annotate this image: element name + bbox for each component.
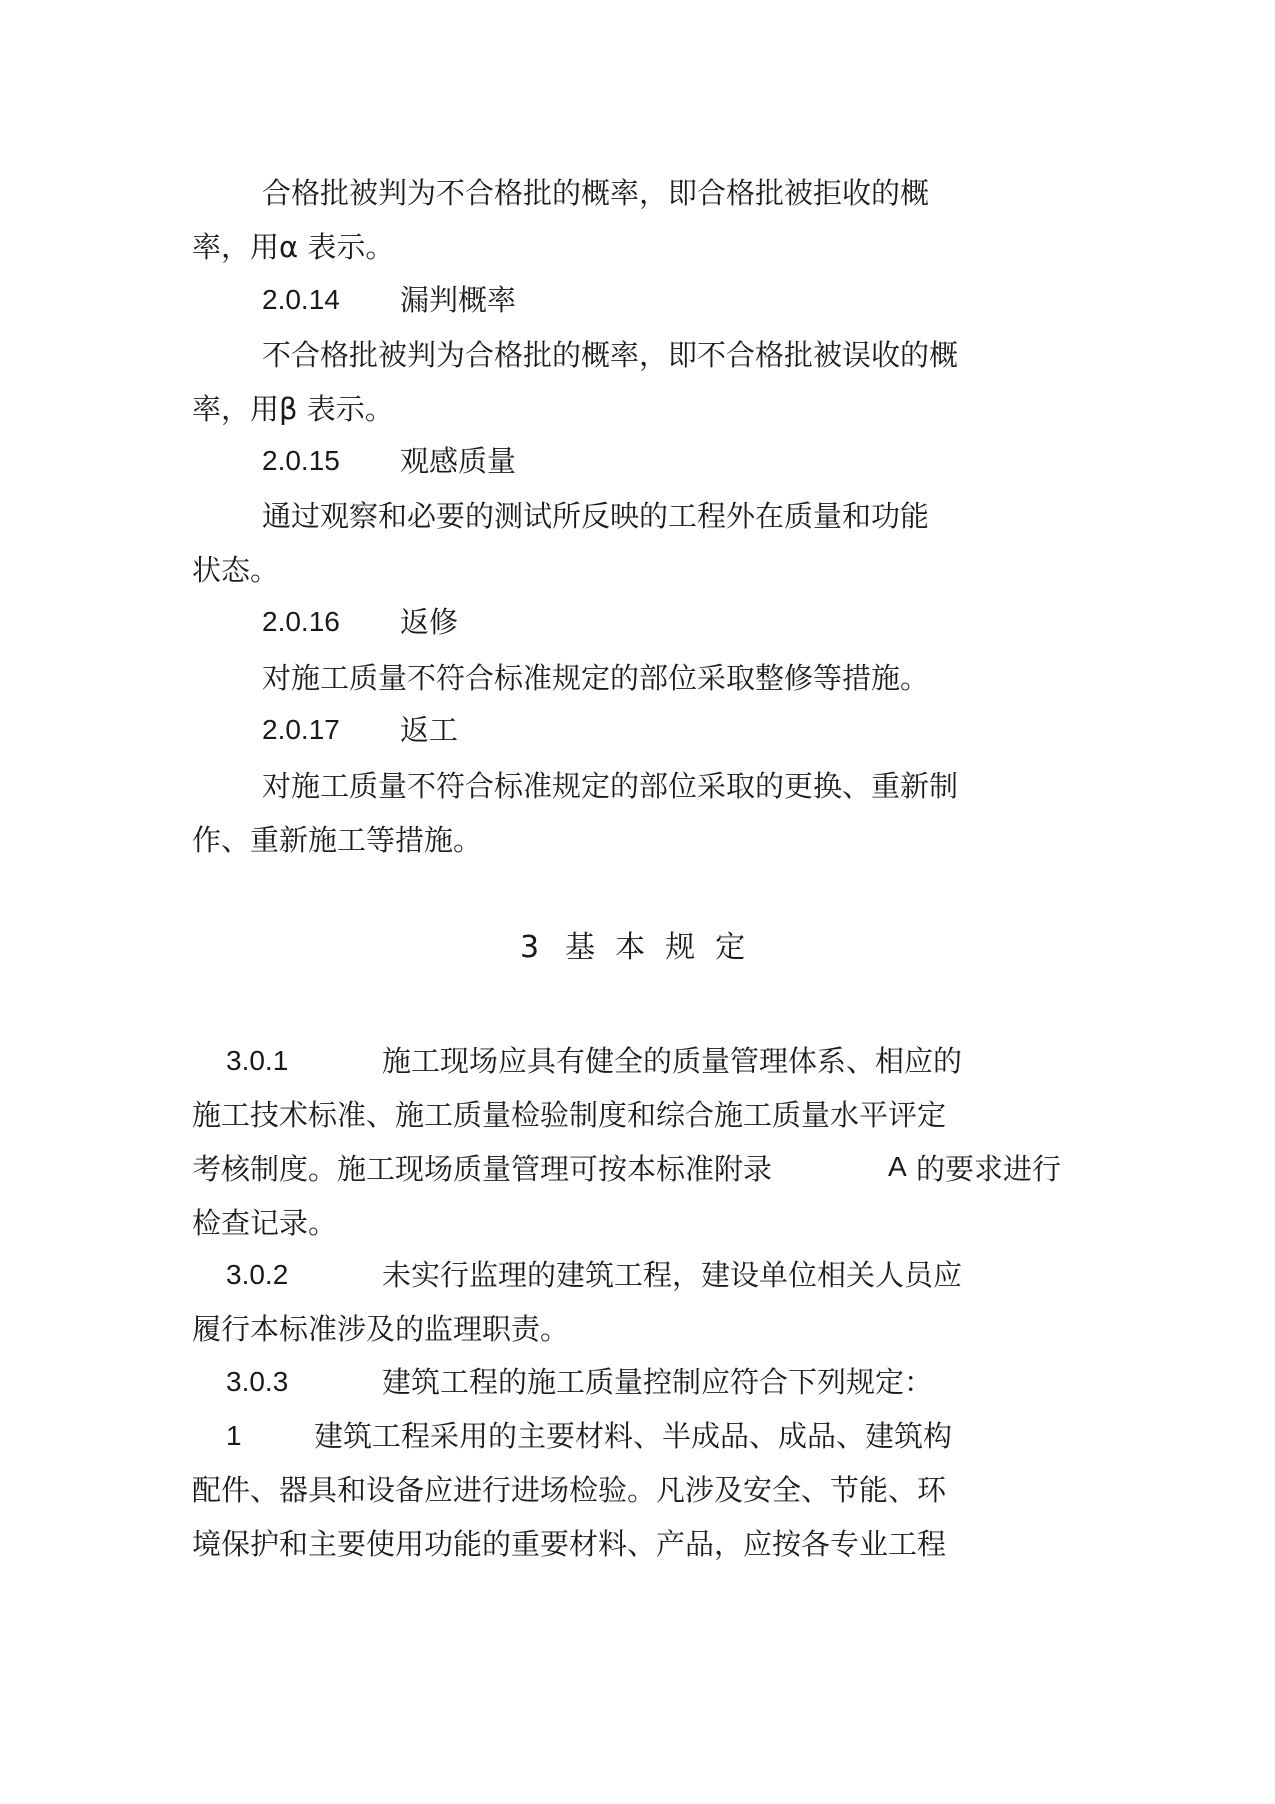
clause-3-0-1-line-4: 检查记录。 <box>192 1206 338 1240</box>
term-name-2-0-17: 返工 <box>400 713 459 747</box>
chapter-title-char-4: 定 <box>715 930 746 965</box>
item-1-line-3: 境保护和主要使用功能的重要材料、产品，应按各专业工程 <box>192 1527 947 1561</box>
clause-number-3-0-2: 3.0.2 <box>226 1259 289 1290</box>
definition-2-0-16-line-1: 对施工质量不符合标准规定的部位采取整修等措施。 <box>262 661 930 695</box>
clause-3-0-1-line-3c: 的要求进行 <box>916 1152 1062 1186</box>
definition-2-0-13-line-1: 合格批被判为不合格批的概率，即合格批被拒收的概 <box>262 176 930 210</box>
clause-3-0-2-line-2: 履行本标准涉及的监理职责。 <box>192 1312 570 1346</box>
chapter-title-char-2: 本 <box>615 930 646 965</box>
term-number-2-0-17: 2.0.17 <box>262 714 340 745</box>
term-number-2-0-14: 2.0.14 <box>262 284 340 315</box>
definition-2-0-15-line-1: 通过观察和必要的测试所反映的工程外在质量和功能 <box>262 499 930 533</box>
item-1-line-1: 建筑工程采用的主要材料、半成品、成品、建筑构 <box>314 1419 953 1453</box>
clause-3-0-2-line-1: 未实行监理的建筑工程，建设单位相关人员应 <box>382 1258 963 1292</box>
clause-number-3-0-1: 3.0.1 <box>226 1045 289 1076</box>
definition-2-0-17-line-2: 作、重新施工等措施。 <box>192 823 483 857</box>
definition-2-0-14-line-1: 不合格批被判为合格批的概率，即不合格批被误收的概 <box>262 338 959 372</box>
definition-2-0-14-line-2: 率，用β 表示。 <box>192 392 394 426</box>
clause-3-0-1-line-1: 施工现场应具有健全的质量管理体系、相应的 <box>382 1044 963 1078</box>
item-number-1: 1 <box>226 1420 242 1451</box>
clause-number-3-0-3: 3.0.3 <box>226 1366 289 1397</box>
definition-2-0-13-line-2: 率，用α 表示。 <box>192 230 395 264</box>
definition-2-0-17-line-1: 对施工质量不符合标准规定的部位采取的更换、重新制 <box>262 769 959 803</box>
term-number-2-0-15: 2.0.15 <box>262 445 340 476</box>
term-name-2-0-15: 观感质量 <box>400 444 517 478</box>
appendix-letter: A <box>888 1151 907 1182</box>
term-name-2-0-16: 返修 <box>400 605 459 639</box>
term-name-2-0-14: 漏判概率 <box>400 283 517 317</box>
term-number-2-0-16: 2.0.16 <box>262 606 340 637</box>
chapter-title-char-1: 基 <box>565 930 596 965</box>
definition-2-0-15-line-2: 状态。 <box>192 553 280 587</box>
item-1-line-2: 配件、器具和设备应进行进场检验。凡涉及安全、节能、环 <box>192 1473 947 1507</box>
chapter-title-char-3: 规 <box>665 930 696 965</box>
clause-3-0-1-line-3a: 考核制度。施工现场质量管理可按本标准附录 <box>192 1152 773 1186</box>
clause-3-0-1-line-2: 施工技术标准、施工质量检验制度和综合施工质量水平评定 <box>192 1098 947 1132</box>
clause-3-0-3-line-1: 建筑工程的施工质量控制应符合下列规定： <box>382 1365 934 1399</box>
chapter-number: 3 <box>520 930 540 965</box>
chapter-heading <box>520 928 765 968</box>
